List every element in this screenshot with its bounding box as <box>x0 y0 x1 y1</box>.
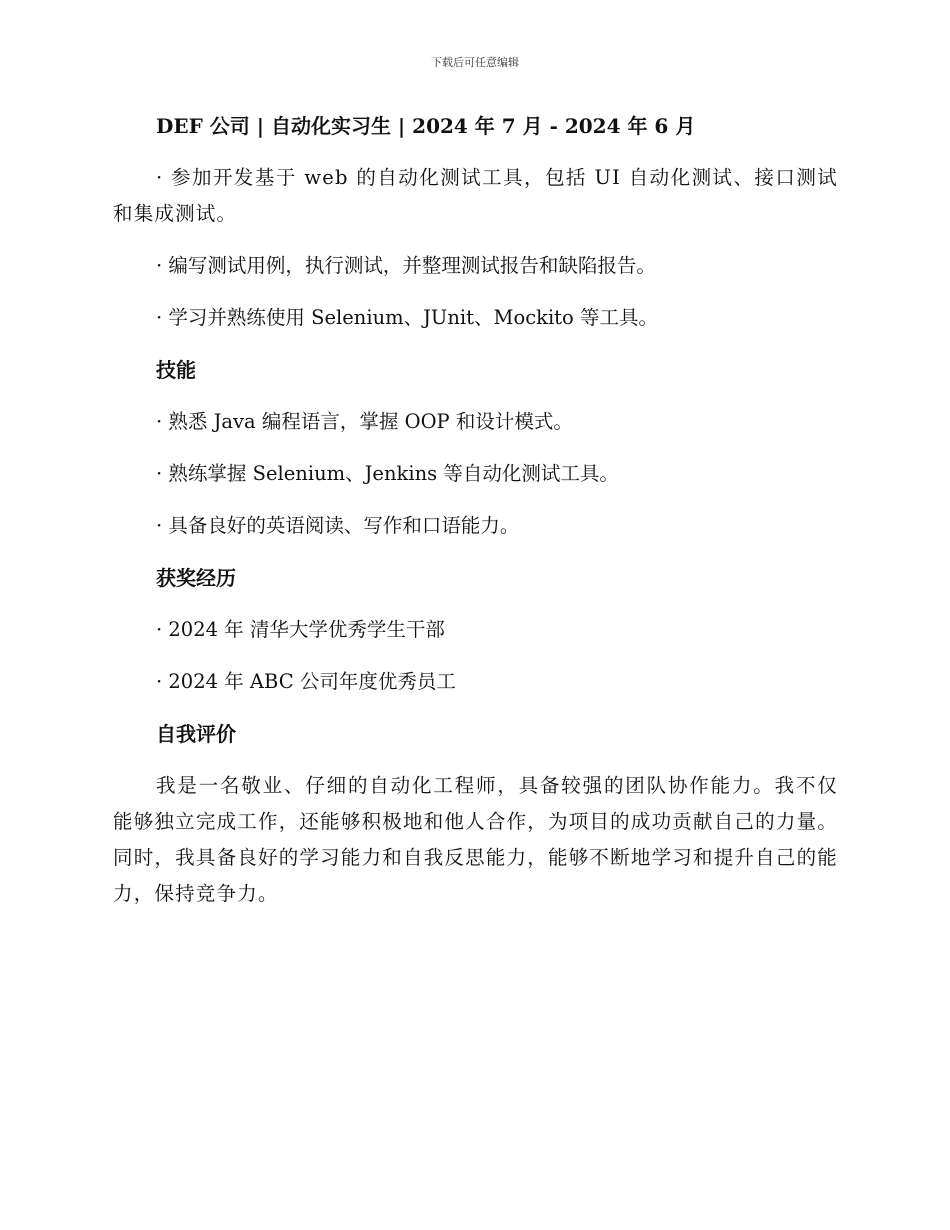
skills-bullet-1: · 熟悉 Java 编程语言，掌握 OOP 和设计模式。 <box>156 410 573 433</box>
self-eval-heading: 自我评价 <box>156 722 236 746</box>
awards-heading: 获奖经历 <box>156 566 236 590</box>
self-eval-paragraph: 我是一名敬业、仔细的自动化工程师，具备较强的团队协作能力。我不仅能够独立完成工作，还能够积极地和他人合作，为项目的成功贡献自己的力量。同时，我具备良好的学习能力和自我反思能力，能够不断地学习和提升自己的能力，保持竞争力。 <box>113 774 838 905</box>
page-header-note: 下载后可任意编辑 <box>431 56 519 69</box>
awards-bullet-1: · 2024 年 清华大学优秀学生干部 <box>156 618 445 641</box>
skills-bullet-2: · 熟练掌握 Selenium、Jenkins 等自动化测试工具。 <box>156 462 619 485</box>
experience-bullet-1: · 参加开发基于 web 的自动化测试工具，包括 UI 自动化测试、接口测试和集成测试。 <box>113 166 838 225</box>
experience-bullet-3: · 学习并熟练使用 Selenium、JUnit、Mockito 等工具。 <box>156 306 658 329</box>
experience-bullet-2: · 编写测试用例，执行测试，并整理测试报告和缺陷报告。 <box>156 254 656 277</box>
resume-content <box>113 108 838 928</box>
skills-bullet-3: · 具备良好的英语阅读、写作和口语能力。 <box>156 514 520 537</box>
awards-bullet-2: · 2024 年 ABC 公司年度优秀员工 <box>156 670 456 693</box>
skills-heading: 技能 <box>156 358 196 382</box>
experience-heading: DEF 公司 | 自动化实习生 | 2024 年 7 月 - 2024 年 6 月 <box>156 114 696 138</box>
